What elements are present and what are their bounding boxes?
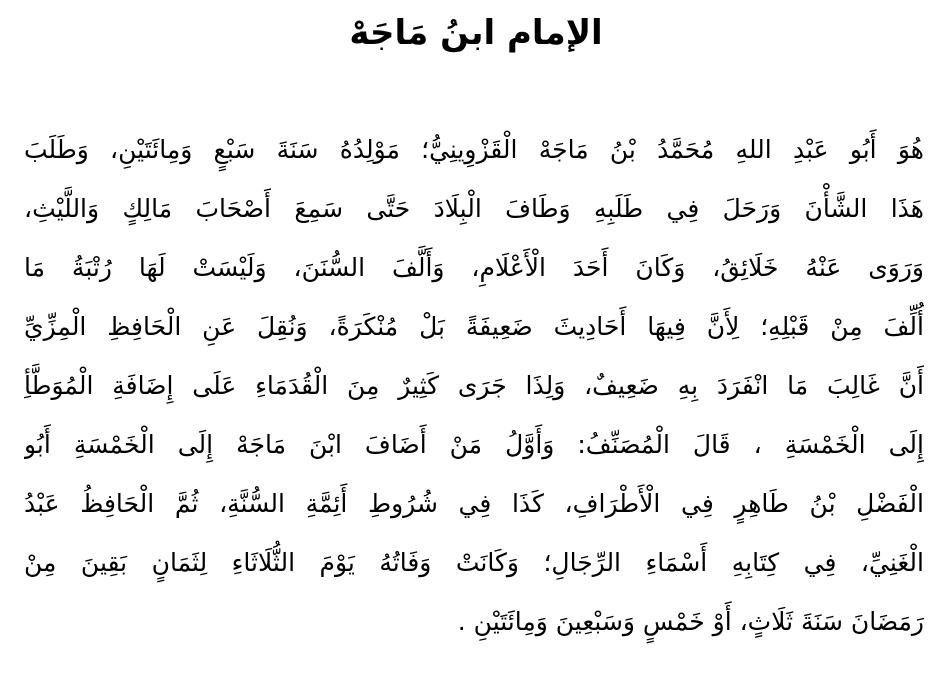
page-title: الإمام ابنُ مَاجَهْ [349, 13, 603, 53]
text-line: إِلَى الْخَمْسَةِ ، قَالَ الْمُصَنِّفُ: وَأَوَّلُ مَنْ أَضَافَ ابْنَ مَاجَهْ إِلَى الْخَمْسَةِ أَبُو [24, 430, 924, 459]
text-line: هُوَ أَبُو عَبْدِ اللهِ مُحَمَّدُ بْنُ مَاجَهْ الْقَزْوِينِيُّ؛ مَوْلِدُهُ سَنَةَ سَبْعٍ وَمِائَتَيْنِ، وَطَلَبَ [24, 135, 924, 164]
text-line: أُلِّفَ مِنْ قَبْلِهِ؛ لِأَنَّ فِيهَا أَحَادِيثَ ضَعِيفَةً بَلْ مُنْكَرَةً، وَنُقِلَ عَنِ الْحَافِظِ الْمِزِّيِّ [24, 312, 924, 341]
body-paragraph [24, 120, 924, 651]
text-line: وَرَوَى عَنْهُ خَلَائِقُ، وَكَانَ أَحَدَ الْأَعْلَامِ، وَأَلَّفَ السُّنَنَ، وَلَيْسَتْ لَهَا رُتْبَةُ مَا [24, 253, 924, 282]
text-line: هَذَا الشَّأْنَ وَرَحَلَ فِي طَلَبِهِ وَطَافَ الْبِلَادَ حَتَّى سَمِعَ أَصْحَابَ مَالِكٍ وَاللَّيْثِ، [24, 194, 924, 223]
text-line: أَنَّ غَالِبَ مَا انْفَرَدَ بِهِ ضَعِيفٌ، وَلِذَا جَرَى كَثِيرٌ مِنَ الْقُدَمَاءِ عَلَى إِضَافَةِ الْمُوَطَّأِ [24, 371, 924, 400]
text-line: الْغَنِيِّ، فِي كِتَابِهِ أَسْمَاءِ الرِّجَالِ؛ وَكَانَتْ وَفَاتُهُ يَوْمَ الثُّلَاثَاءِ لِثَمَانٍ بَقِينَ مِنْ [24, 548, 924, 577]
text-line: الْفَضْلِ بْنُ طَاهِرٍ فِي الْأَطْرَافِ، كَذَا فِي شُرُوطِ أَئِمَّةِ السُّنَّةِ، ثُمَّ الْحَافِظُ عَبْدُ [24, 489, 924, 518]
text-line: رَمَضَانَ سَنَةَ ثَلَاثٍ، أَوْ خَمْسٍ وَسَبْعِينَ وَمِائَتَيْنِ . [457, 607, 924, 636]
